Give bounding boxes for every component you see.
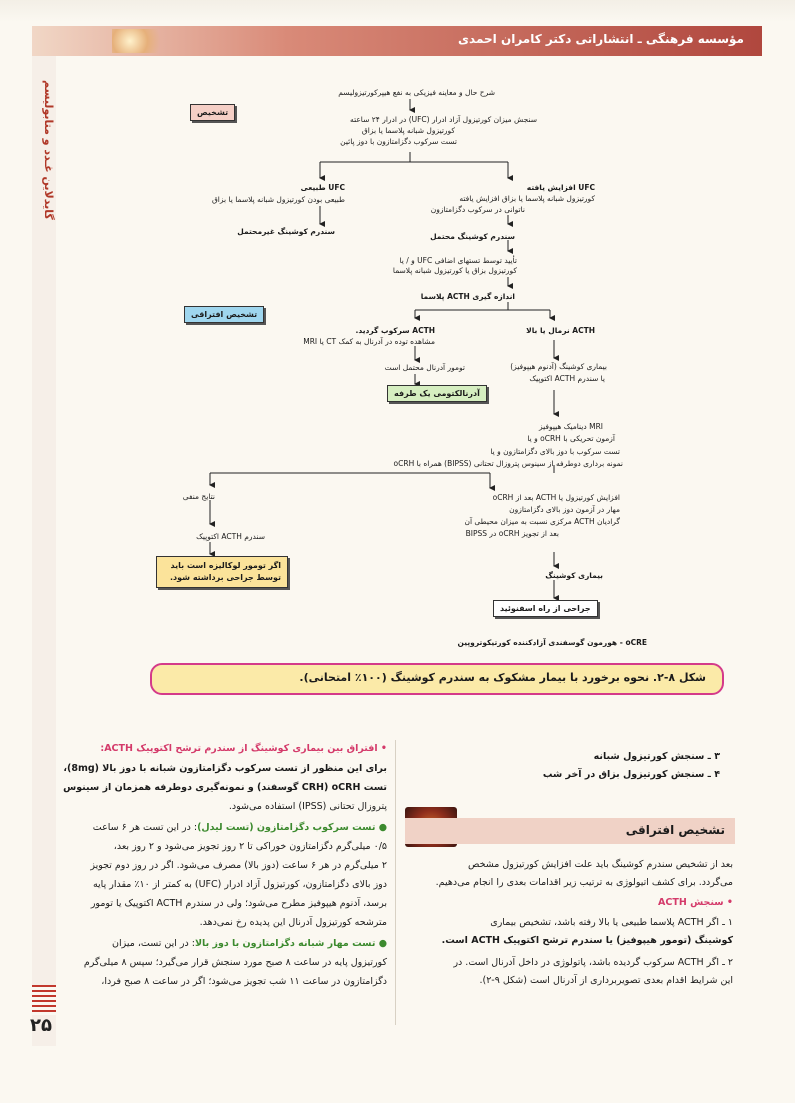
flow-node-night-cortisol: کورتیزول شبانه پلاسما یا بزاق [361,126,455,135]
paragraph-line: می‌گردد. برای کشف اتیولوژی به ترتیب زیر اقدامات بعدی را انجام می‌دهیم. [435,877,733,888]
flow-node-high-dex-test: تست سرکوب با دوز بالای دگزامتازون و یا [490,447,620,456]
flow-node-positive-high-dex: مهار در آزمون دوز بالای دگزامتازون [509,505,620,514]
transsphenoidal-surgery-box: جراحی از راه اسفنوئید [493,600,598,617]
flow-node-acth-suppressed: ACTH سرکوب گردید. [355,326,435,335]
paragraph-line: کورتیزول پایه در ساعت ۸ صبح مورد سنجش قرار می‌گیرد؛ سپس ۸ میلی‌گرم [83,957,387,968]
figure-caption-box [150,663,724,695]
paragraph-line: ۲ میلی‌گرم در هر ۶ ساعت (دوز بالا) مصرف می‌شود. اگر در روز دوم تجویز [90,860,387,871]
flow-node-cushing-disease-or-ectopic: بیماری کوشینگ (آدنوم هیپوفیز) [510,362,607,371]
liddle-test-line [93,819,387,837]
overnight-test-heading: ● تست مهار شبانه دگزامتازون با دوز بالا [194,938,387,949]
top-band [0,0,795,22]
section-header [405,818,735,844]
paragraph-line: مترشحه کورتیزول آدرنال این پدیده رخ نمی‌دهد. [199,917,387,928]
section-title: تشخیص افتراقی [625,823,725,837]
liddle-test-text: : در این تست هر ۶ ساعت [92,822,198,833]
paragraph-line: دوز بالای دگزامتازون، کورتیزول آزاد ادرار (UFC) به کمتر از ۱۰٪ مقدار پایه [92,879,387,890]
paragraph-line: دگزامتازون در ساعت ۱۱ شب تجویز می‌شود؛ اگر در ساعت ۸ صبح فردا، [101,976,387,987]
abbreviation-note: oCRE - هورمون گوسفندی آزادکننده کورتیکوتروپین [457,638,647,647]
flow-node-confirm-cortisol: کورتیزول بزاق یا کورتیزول شبانه پلاسما [392,266,517,275]
flow-node-ufc-increased: UFC افزایش یافته [526,183,595,192]
differentiation-heading: • افتراق بین بیماری کوشینگ از سندرم ترشح اکتوپیک ACTH: [100,743,387,754]
flow-node-ufc-normal: UFC طبیعی [300,183,345,192]
flow-node-ectopic-syndrome: سندرم ACTH اکتوپیک [196,532,265,541]
column-divider [395,740,396,1025]
flow-node-acth-normal-high: ACTH نرمال یا بالا [526,326,595,335]
paragraph-line: این شرایط اقدام بعدی تصویربرداری از آدرنال است (شکل ۹-۲). [479,975,733,986]
flow-node-confirm-tests: تأیید توسط تستهای اضافی UFC و / یا [399,256,517,265]
paragraph-line: تست oCRH (CRH گوسفند) و نمونه‌گیری دوطرفه همزمان از سینوس [63,782,387,793]
flow-node-positive-ocrh: افزایش کورتیزول یا ACTH بعد از oCRH [492,493,620,502]
flow-node-low-dex: تست سرکوب دگزامتازون با دوز پائین [340,137,457,146]
liddle-test-heading: ● تست سرکوب دگزامتازون (تست لیدل) [197,822,387,833]
paragraph-line: ۲ ـ اگر ACTH سرکوب گردیده باشد، پاتولوژی در داخل آدرنال است. در [453,957,733,968]
list-item-3: ۳ ـ سنجش کورتیزول شبانه [593,751,720,762]
flow-node-cushing-probable: سندرم کوشینگ محتمل [430,232,515,241]
flow-node-adrenal-tumor: تومور آدرنال محتمل است [384,363,465,372]
overnight-test-text: : در این تست، میزان [112,938,195,949]
flow-node-cortisol-increased: کورتیزول شبانه پلاسما یا بزاق افزایش یافته [459,194,595,203]
ectopic-surgery-box: اگر تومور لوکالیزه است باید توسط جراحی برداشته شود. [156,556,288,588]
flow-node-dex-failure: ناتوانی در سرکوب دگزامتازون [430,205,525,214]
flow-node-cushing-unlikely: سندرم کوشینگ غیرمحتمل [237,227,335,236]
book-title: گایدلاین غـدد و متابولیسم [42,80,55,220]
page-number-stripes [32,985,56,1015]
flow-node-cortisol-normal: طبیعی بودن کورتیزول شبانه پلاسما یا بزاق [211,195,345,204]
overnight-test-line [112,935,387,953]
adrenalectomy-box: آدرنالکتومی یک طرفه [387,385,487,402]
paragraph-line: پتروزال تحتانی (IPSS) استفاده می‌شود. [228,801,387,812]
flow-node-mri: MRI دینامیک هیپوفیز [539,422,603,431]
publisher-logo [112,29,172,53]
list-item-4: ۴ ـ سنجش کورتیزول بزاق در آخر شب [542,769,720,780]
flow-node-ectopic-acth: یا سندرم ACTH اکتوپیک [529,374,605,383]
paragraph-line: ۱ ـ اگر ACTH پلاسما طبیعی یا بالا رفته باشد، تشخیص بیماری [490,917,733,928]
flow-node-ufc: سنجش میزان کورتیزول آزاد ادرار (UFC) در ادرار ۲۴ ساعته [350,115,537,124]
flow-node-history: شرح حال و معاینه فیزیکی به نفع هیپرکورتیزولیسم [338,88,495,97]
differential-box: تشخیص افتراقی [184,306,264,323]
page-header [32,26,762,56]
flow-node-positive-bipss: بعد از تجویز oCRH در BIPSS [465,529,559,538]
paragraph-line: برسد، آدنوم هیپوفیز مطرح می‌شود؛ ولی در سندرم ACTH اکتوپیک یا تومور [90,898,387,909]
paragraph-line: ۰/۵ میلی‌گرم دگزامتازون خوراکی تا ۲ روز تجویز می‌شود و ۲ روز بعد، [113,841,387,852]
page-number: ۲۵ [30,1015,52,1036]
paragraph-line: برای این منظور از تست سرکوب دگزامتازون شبانه با دوز بالا (8mg)، [63,763,387,774]
publisher-name: مؤسسه فرهنگی ـ انتشاراتی دکتر کامران احمدی [458,32,744,46]
diagnosis-box: تشخیص [190,104,235,121]
flow-node-cushing-disease: بیماری کوشینگ [545,571,603,580]
flow-node-ocrh-test: آزمون تحریکی با oCRH و یا [527,434,615,443]
flow-node-bipss: نمونه برداری دوطرفه از سینوس پتروزال تحتانی (BIPSS) همراه با oCRH [393,459,623,468]
acth-subheading: • سنجش ACTH [658,897,733,908]
paragraph-line: کوشینگ (تومور هیپوفیز) یا سندرم ترشح اکتوپیک ACTH است. [441,935,733,946]
flow-node-acth-measure: اندازه گیری ACTH پلاسما [420,292,515,301]
flow-node-negative: نتایج منفی [182,492,215,501]
flow-node-positive-gradient: گرادیان ACTH مرکزی نسبت به میزان محیطی آن [464,517,620,526]
figure-caption: شکل ۸-۲. نحوه برخورد با بیمار مشکوک به سندرم کوشینگ (۱۰۰٪ امتحانی). [299,671,706,684]
flow-node-adrenal-mass: مشاهده توده در آدرنال به کمک CT یا MRI [303,337,435,346]
paragraph-line: بعد از تشخیص سندرم کوشینگ باید علت افزایش کورتیزول مشخص [467,859,733,870]
